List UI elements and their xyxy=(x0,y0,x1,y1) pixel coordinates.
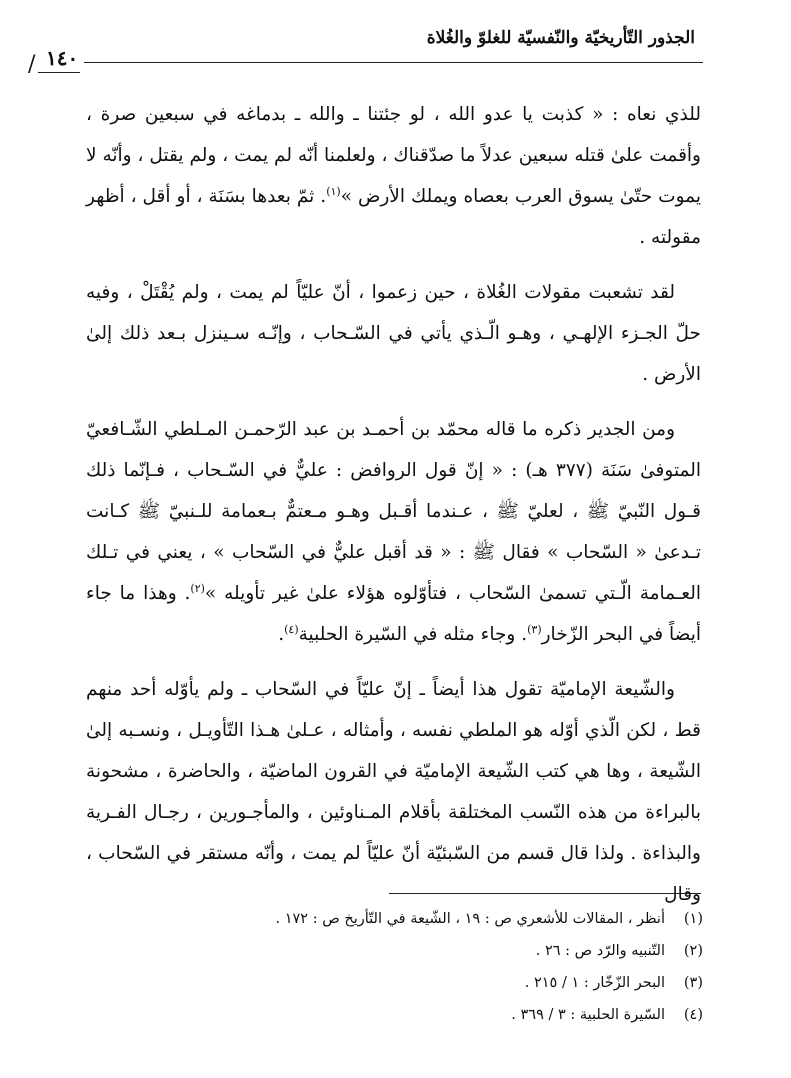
paragraph-2-text: لقد تشعبت مقولات الغُلاة ، حين زعموا ، أنّ عليّاً لم يمت ، ولم يُقْتَلْ ، وفيه حلّ الجـزء الإلهـي ، وهـو الّـذي يأتي في السّـحاب ، وإنّـه سـينزل بـعد ذلك إلىٰ الأرض . xyxy=(86,282,701,385)
paragraph-3-text: ومن الجدير ذكره ما قاله محمّد بن أحمـد بن عبد الرّحمـن المـلطي الشّـافعيّ المتوفىٰ سَنَة (٣٧٧ هـ) : « إنّ قول الروافض : عليٌّ في السّـحاب ، فـإنّما ذلك قـول النّبيّ ﷺ ، لعليّ ﷺ ، عـندما أقـبل وهـو مـعتمٌّ بـعمامة للـنبيّ ﷺ كـانت تـدعىٰ « السّحاب » فقال ﷺ : « قد أقبل عليٌّ في السّحاب » ، يعني في تـلك العـمامة الّـتي تسمىٰ السّحاب ، فتأوّلوه هؤلاء علىٰ غير تأويله » xyxy=(86,419,702,604)
paragraph-3 xyxy=(86,409,701,655)
page-number-slash: / xyxy=(28,52,36,77)
footnote-divider xyxy=(389,893,701,894)
paragraph-1-text: للذي نعاه : « كذبت يا عدو الله ، لو جئتنا ـ والله ـ بدماغه في سبعين صرة ، وأقمت علىٰ قتله سبعين عدلاً ما صدّقناك ، ولعلمنا أنّه لم يمت ، ولم يقتل ، وأنّه لا يموت حتّىٰ يسوق العرب بعصاه ويملك الأرض » xyxy=(86,104,702,207)
footnote-number: (٤) xyxy=(683,1007,703,1023)
footnote-text: السّيرة الحلبية : ٣ / ٣٦٩ . xyxy=(511,1007,665,1023)
footnote-text: التّنبيه والرّد ص : ٢٦ . xyxy=(535,943,665,959)
paragraph-3-tail-2: . وجاء مثله في السّيرة الحلبية xyxy=(298,624,528,645)
paragraph-1-tail: . ثمّ بعدها بسَنَة ، أو أقل ، أظهر مقولته . xyxy=(86,186,701,248)
footnote-number: (٣) xyxy=(683,975,703,991)
footnote-item xyxy=(86,999,703,1031)
footnote-item xyxy=(86,903,703,935)
paragraph-4 xyxy=(86,669,701,915)
paragraph-4-text: والشّيعة الإماميّة تقول هذا أيضاً ـ إنّ عليّاً في السّحاب ـ ولم يأوّله أحد منهم قط ، لكن الّذي أوّله هو الملطي نفسه ، وأمثاله ، عـلىٰ هـذا التّأويـل ، ونسـبه إلىٰ الشّيعة ، وها هي كتب الشّيعة الإماميّة في القرون الماضيّة ، والحاضرة ، مشحونة بالبراءة من هذه النّسب المختلقة بأقلام المـناوئين ، والمأجـورين ، رجـال الفـرية والبذاءة . ولذا قال قسم من السّبئيّة أنّ عليّاً لم يمت ، وأنّه مستقر في السّحاب ، وقال xyxy=(86,679,701,905)
paragraph-3-tail: . وهذا ما جاء أيضاً في البحر الزّخار xyxy=(86,583,701,645)
footnote-number: (٢) xyxy=(683,943,703,959)
footnote-ref-2: (٢) xyxy=(190,581,205,595)
body-text xyxy=(86,94,701,929)
paragraph-3-tail-3: . xyxy=(278,624,285,645)
footnote-ref-1: (١) xyxy=(326,184,341,198)
footnote-item xyxy=(86,935,703,967)
paragraph-1 xyxy=(86,94,701,258)
paragraph-2 xyxy=(86,272,701,395)
page-number-value: ١٤٠ xyxy=(46,46,79,70)
footnote-item xyxy=(86,967,703,999)
footnote-ref-4: (٤) xyxy=(284,622,299,636)
footnote-text: أنظر ، المقالات للأشعري ص : ١٩ ، الشّيعة في التّأريخ ص : ١٧٢ . xyxy=(275,911,665,927)
header-divider xyxy=(84,62,703,63)
footnote-text: البحر الزّخّار : ١ / ٢١٥ . xyxy=(524,975,665,991)
page-number xyxy=(28,46,80,77)
footnotes-list xyxy=(86,903,703,1031)
running-header-title: الجذور التّأريخيّة والنّفسيّة للغلوّ والغُلاة xyxy=(426,28,695,48)
footnote-number: (١) xyxy=(683,911,703,927)
footnote-ref-3: (٣) xyxy=(527,622,542,636)
